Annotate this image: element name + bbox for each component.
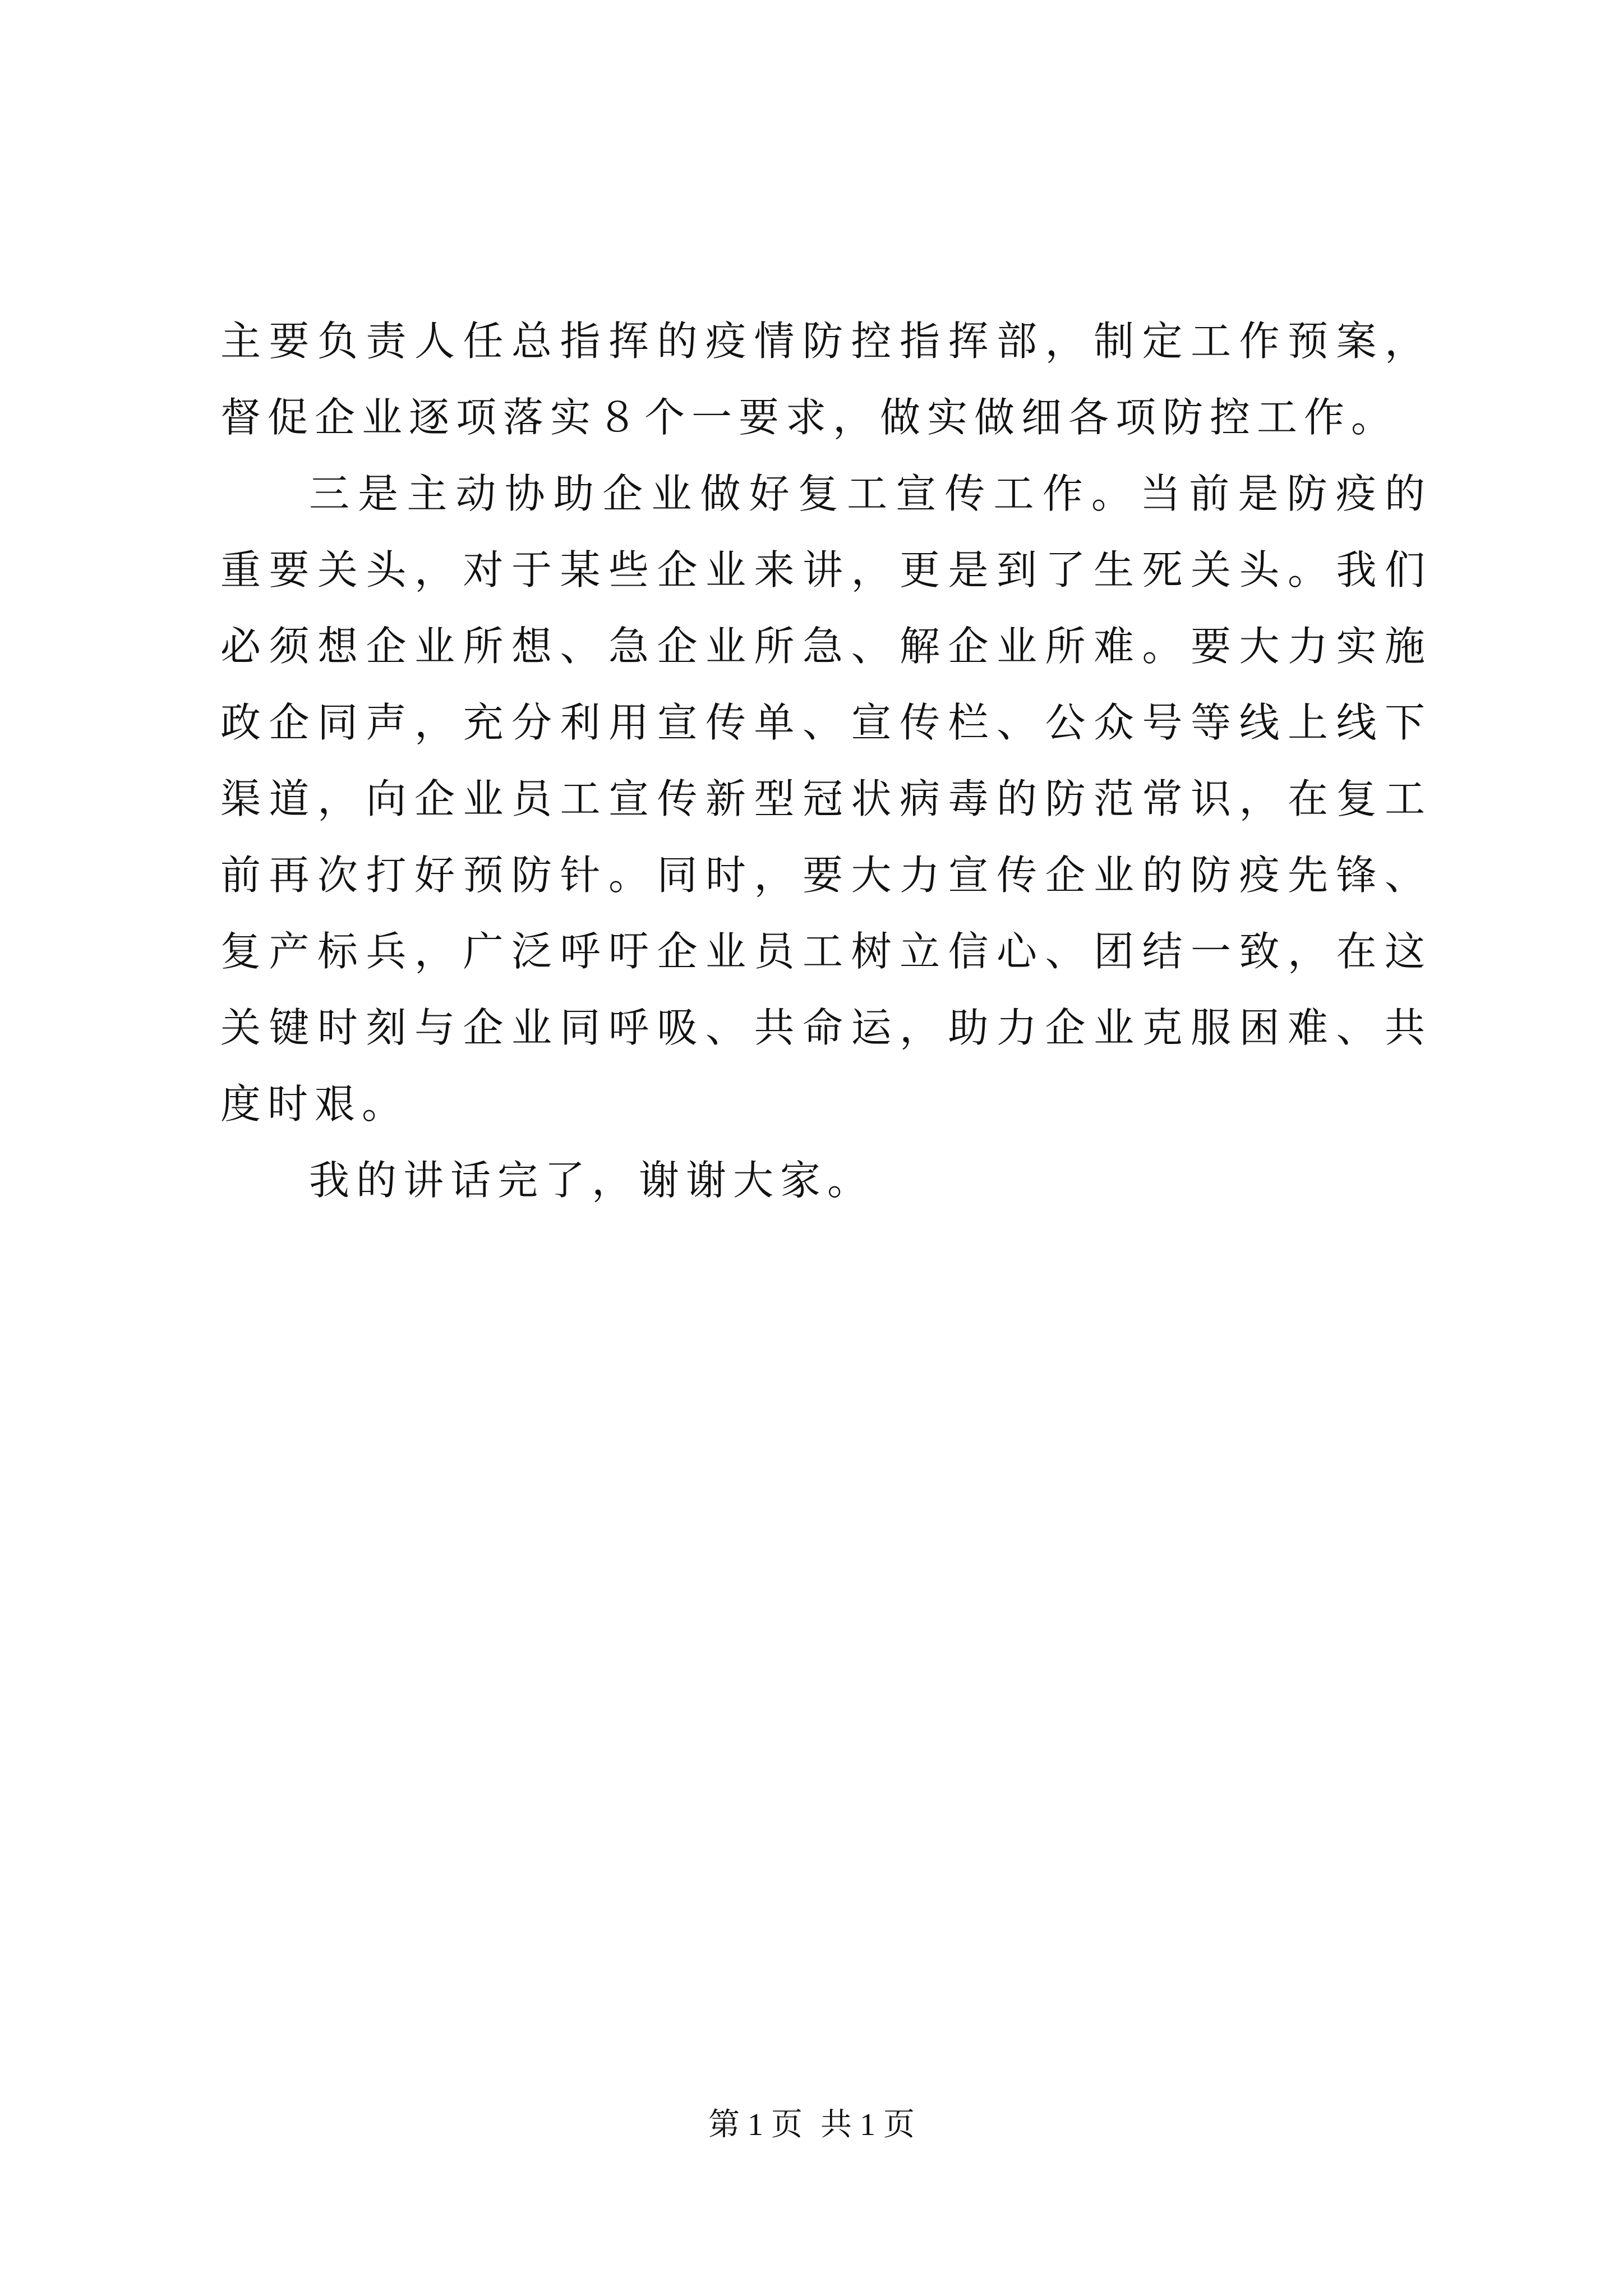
paragraph-1: 主要负责人任总指挥的疫情防控指挥部，制定工作预案，督促企业逐项落实８个一要求，做实做细各项防控工作。 <box>220 318 1432 441</box>
page-number-current: 第 1 页 <box>708 2108 803 2142</box>
paragraph-3: 我的讲话完了，谢谢大家。 <box>309 1157 875 1204</box>
page-number-total: 共 1 页 <box>820 2108 915 2142</box>
document-body <box>220 303 1432 1218</box>
page-footer <box>0 2102 1623 2147</box>
paragraph-2: 三是主动协助企业做好复工宣传工作。当前是防疫的重要关头，对于某些企业来讲，更是到了生死关头。我们必须想企业所想、急企业所急、解企业所难。要大力实施政企同声，充分利用宣传单、宣传栏、公众号等线上线下渠道，向企业员工宣传新型冠状病毒的防范常识，在复工前再次打好预防针。同时，要大力宣传企业的防疫先锋、复产标兵，广泛呼吁企业员工树立信心、团结一致，在这关键时刻与企业同呼吸、共命运，助力企业克服困难、共度时艰。 <box>220 470 1432 1128</box>
